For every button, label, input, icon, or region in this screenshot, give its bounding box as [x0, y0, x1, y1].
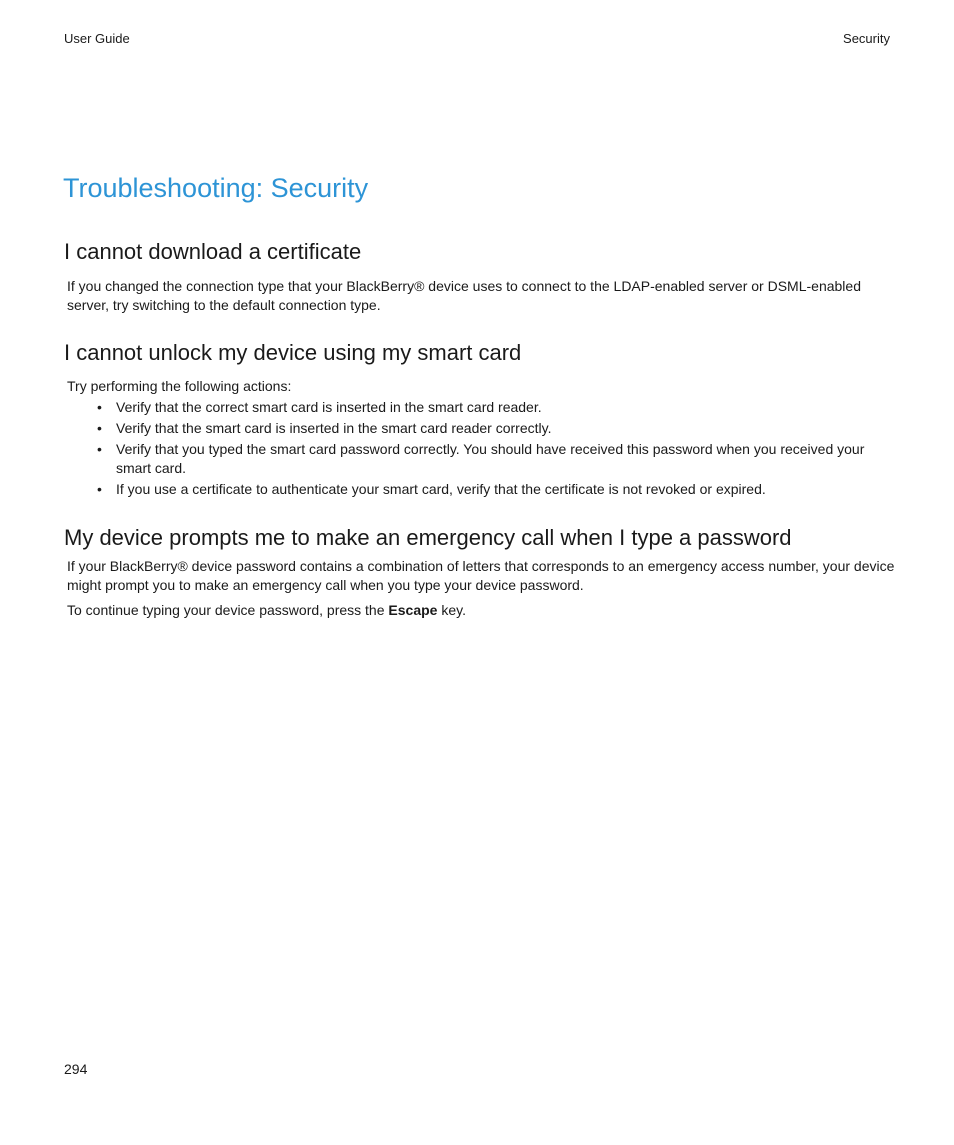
list-item-text: Verify that the correct smart card is inserted in the smart card reader.	[116, 399, 542, 415]
bullet-icon: •	[97, 399, 102, 415]
list-item-text: Verify that you typed the smart card password correctly. You should have received this password when you received your smart card.	[116, 441, 865, 476]
page-title: Troubleshooting: Security	[63, 173, 369, 203]
bullet-icon: •	[97, 441, 102, 457]
list-item-text: If you use a certificate to authenticate your smart card, verify that the certificate is not revoked or expired.	[116, 481, 766, 497]
running-header-guide-title: User Guide	[64, 31, 130, 46]
smart-card-action-list	[67, 398, 887, 501]
page-number: 294	[64, 1061, 88, 1077]
section-heading-download-certificate: I cannot download a certificate	[64, 239, 362, 264]
section-instruction-escape	[67, 601, 897, 620]
bullet-icon: •	[97, 420, 102, 436]
bullet-icon: •	[97, 481, 102, 497]
list-item	[67, 419, 887, 438]
instruction-prefix: To continue typing your device password, press the	[67, 602, 389, 618]
escape-key-label: Escape	[388, 602, 438, 618]
section-intro-unlock-smart-card: Try performing the following actions:	[67, 378, 292, 394]
section-paragraph-emergency-call: If your BlackBerry® device password contains a combination of letters that corresponds to an emergency access number, your device might prompt you to make an emergency call when you type your device password.	[67, 558, 895, 593]
list-item-text: Verify that the smart card is inserted in the smart card reader correctly.	[116, 420, 552, 436]
section-heading-unlock-smart-card: I cannot unlock my device using my smart card	[64, 340, 522, 365]
list-item	[67, 440, 887, 478]
section-paragraph-download-certificate: If you changed the connection type that your BlackBerry® device uses to connect to the LDAP-enabled server or DSML-enabled server, try switching to the default connection type.	[67, 278, 861, 313]
instruction-suffix: key.	[437, 602, 466, 618]
list-item	[67, 398, 887, 417]
list-item	[67, 480, 887, 499]
section-heading-emergency-call: My device prompts me to make an emergency call when I type a password	[64, 525, 792, 550]
running-header-chapter: Security	[843, 31, 890, 46]
